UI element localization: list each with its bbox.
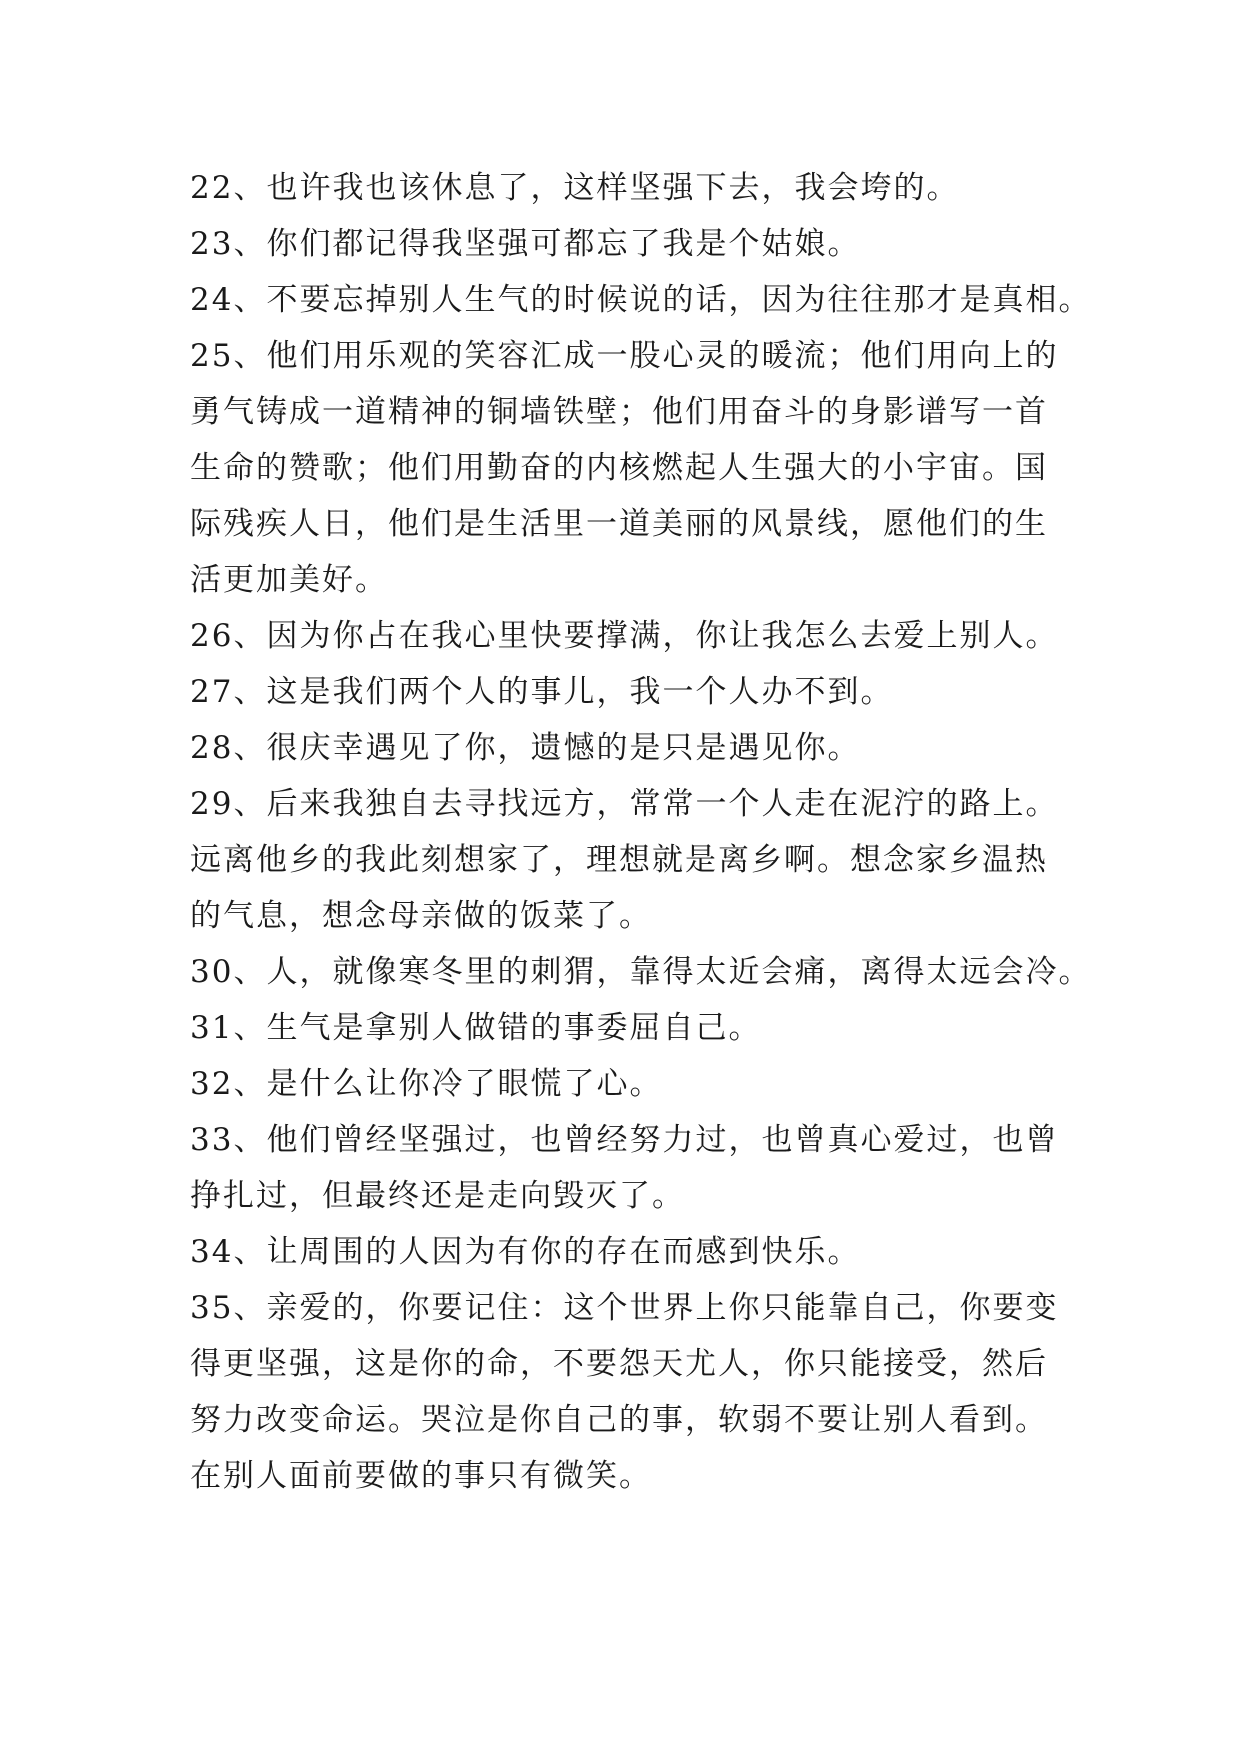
text-line: 25、他们用乐观的笑容汇成一股心灵的暖流；他们用向上的	[190, 338, 1059, 374]
text-line: 得更坚强，这是你的命，不要怨天尤人，你只能接受，然后	[190, 1346, 1048, 1382]
text-line: 31、生气是拿别人做错的事委屈自己。	[190, 1010, 762, 1046]
text-line: 34、让周围的人因为有你的存在而感到快乐。	[190, 1234, 861, 1270]
text-line: 22、也许我也该休息了，这样坚强下去，我会垮的。	[190, 170, 960, 206]
text-line: 的气息，想念母亲做的饭菜了。	[190, 898, 652, 934]
text-line: 远离他乡的我此刻想家了，理想就是离乡啊。想念家乡温热	[190, 842, 1048, 878]
text-line: 在别人面前要做的事只有微笑。	[190, 1458, 652, 1494]
text-line: 29、后来我独自去寻找远方，常常一个人走在泥泞的路上。	[190, 786, 1059, 822]
text-line: 33、他们曾经坚强过，也曾经努力过，也曾真心爱过，也曾	[190, 1122, 1059, 1158]
text-line: 生命的赞歌；他们用勤奋的内核燃起人生强大的小宇宙。国	[190, 450, 1048, 486]
text-line: 勇气铸成一道精神的铜墙铁壁；他们用奋斗的身影谱写一首	[190, 394, 1048, 430]
text-line: 32、是什么让你冷了眼慌了心。	[190, 1066, 663, 1102]
text-line: 27、这是我们两个人的事儿，我一个人办不到。	[190, 674, 894, 710]
text-line: 35、亲爱的，你要记住：这个世界上你只能靠自己，你要变	[190, 1290, 1059, 1326]
text-line: 28、很庆幸遇见了你，遗憾的是只是遇见你。	[190, 730, 861, 766]
text-line: 努力改变命运。哭泣是你自己的事，软弱不要让别人看到。	[190, 1402, 1048, 1438]
text-line: 30、人，就像寒冬里的刺猬，靠得太近会痛，离得太远会冷。	[190, 954, 1092, 990]
text-line: 23、你们都记得我坚强可都忘了我是个姑娘。	[190, 226, 861, 262]
text-line: 26、因为你占在我心里快要撑满，你让我怎么去爱上别人。	[190, 618, 1059, 654]
text-line: 活更加美好。	[190, 562, 388, 598]
text-line: 24、不要忘掉别人生气的时候说的话，因为往往那才是真相。	[190, 282, 1092, 318]
text-line: 挣扎过，但最终还是走向毁灭了。	[190, 1178, 685, 1214]
document-body	[190, 160, 1090, 1504]
text-line: 际残疾人日，他们是生活里一道美丽的风景线，愿他们的生	[190, 506, 1048, 542]
